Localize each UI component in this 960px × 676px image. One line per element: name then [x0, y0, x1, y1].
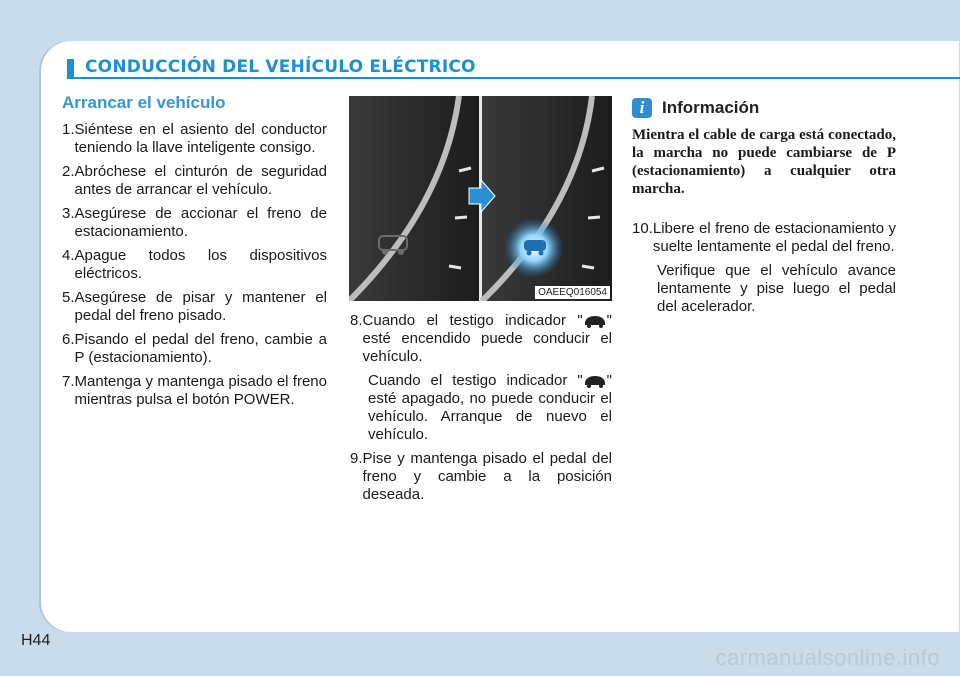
step-text: " esté encendido puede conducir el vehículo.	[362, 312, 612, 365]
step-8-paragraph	[350, 372, 612, 444]
info-body: Mientra el cable de carga está conectado, la marcha no puede cambiarse de P (estacionamiento) a cualquier otra marcha.	[632, 127, 896, 197]
step-text: Pisando el pedal del freno, cambie a P (estacionamiento).	[74, 331, 327, 366]
page-number: H44	[21, 632, 51, 649]
step-number: 4.	[62, 247, 75, 264]
step-text: Abróchese el cinturón de seguridad antes de arrancar el vehículo.	[74, 163, 327, 198]
step-number: 8.	[350, 312, 363, 329]
step-10-paragraph: Verifique que el vehículo avance lentamente y pise luego el pedal del acelerador.	[657, 262, 896, 315]
column-right	[632, 98, 896, 322]
step-text: Apague todos los dispositivos eléctricos.	[74, 247, 327, 282]
step-text: Mantenga y mantenga pisado el freno mientras pulsa el botón POWER.	[74, 373, 327, 408]
column-left	[62, 94, 327, 415]
watermark: carmanualsonline.info	[715, 645, 940, 670]
step-number: 1.	[62, 121, 75, 138]
steps-list	[62, 121, 327, 409]
ready-car-indicator-icon	[583, 374, 607, 388]
paragraph-text: " esté apagado, no puede conducir el vehículo. Arranque de nuevo el vehículo.	[368, 372, 612, 443]
ready-car-indicator-icon	[583, 314, 607, 328]
step-10	[632, 220, 896, 256]
step-8	[350, 312, 612, 366]
section-title: Arrancar el vehículo	[62, 93, 226, 112]
list-item	[62, 205, 327, 241]
step-text: Siéntese en el asiento del conductor teniendo la llave inteligente consigo.	[74, 121, 327, 156]
list-item	[62, 247, 327, 283]
step-number: 6.	[62, 331, 75, 348]
dashboard-figure	[349, 96, 612, 301]
step-9	[350, 450, 612, 504]
step-text: Asegúrese de accionar el freno de estacionamiento.	[74, 205, 327, 240]
info-header	[632, 98, 896, 118]
step-number: 2.	[62, 163, 75, 180]
step-text: Libere el freno de estacionamiento y suelte lentamente el pedal del freno.	[652, 220, 896, 255]
step-text: Asegúrese de pisar y mantener el pedal del freno pisado.	[74, 289, 327, 324]
step-text: Cuando el testigo indicador "	[362, 312, 583, 329]
step-number: 10.	[632, 220, 653, 237]
step-number: 9.	[350, 450, 363, 467]
panel-left	[349, 96, 479, 301]
paragraph-text: Cuando el testigo indicador "	[368, 372, 583, 389]
info-title: Información	[662, 98, 760, 117]
step-number: 3.	[62, 205, 75, 222]
step-number: 7.	[62, 373, 75, 390]
step-number: 5.	[62, 289, 75, 306]
page-header-title: CONDUCCIÓN DEL VEHÍCULO ELÉCTRICO	[85, 57, 476, 77]
info-icon: i	[632, 98, 652, 118]
list-item	[62, 331, 327, 367]
dashboard-illustration	[349, 96, 612, 301]
figure-caption: OAEEQ016054	[535, 286, 610, 299]
header-accent-bar	[67, 59, 74, 78]
list-item	[62, 373, 327, 409]
list-item	[62, 163, 327, 199]
list-item	[62, 121, 327, 157]
step-text: Pise y mantenga pisado el pedal del freno y cambie a la posición deseada.	[362, 450, 612, 503]
list-item	[62, 289, 327, 325]
header-underline	[67, 77, 960, 79]
column-middle	[350, 312, 612, 510]
